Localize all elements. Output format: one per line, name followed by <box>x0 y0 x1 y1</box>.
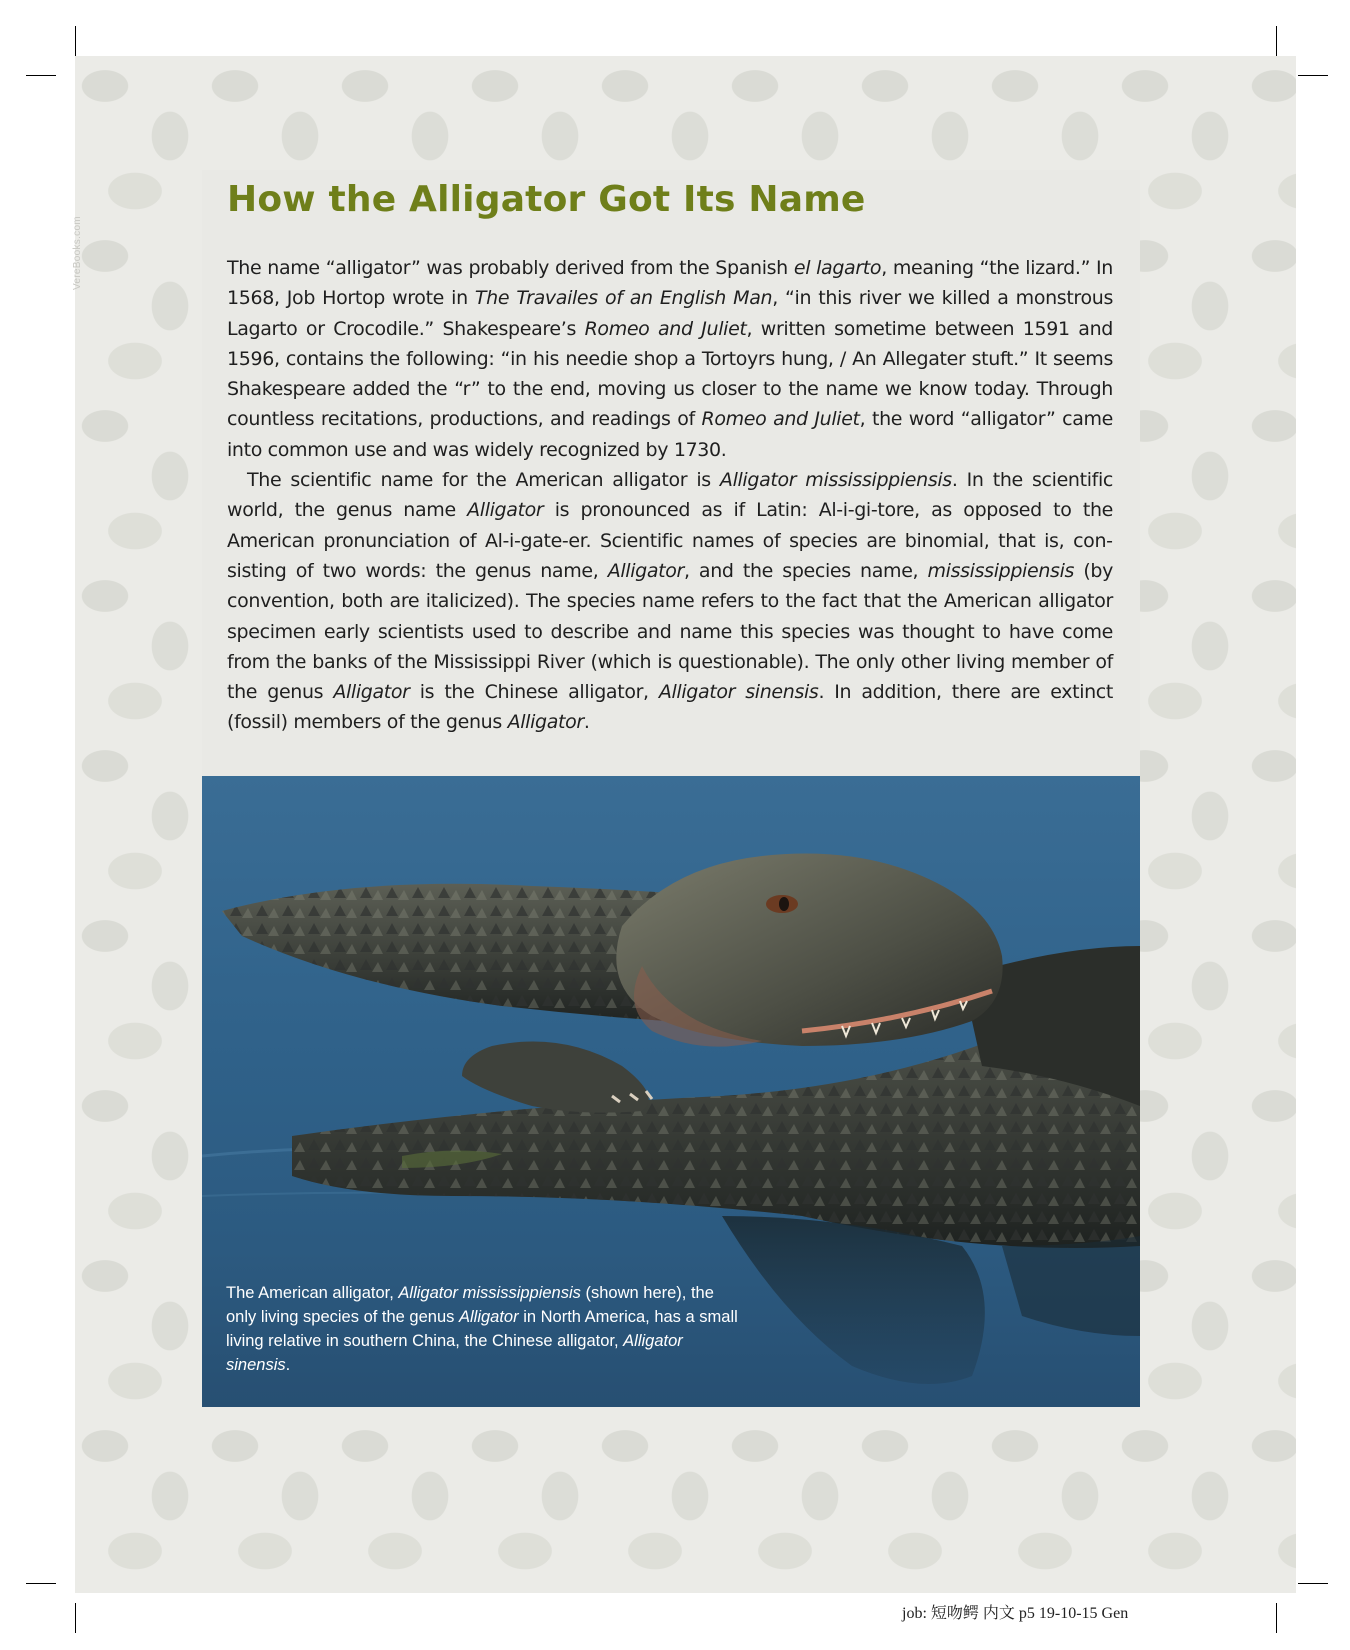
italic-term: Alligator sinensis <box>658 681 819 704</box>
crop-mark <box>1276 1603 1277 1633</box>
article-body <box>227 253 1113 738</box>
italic-term: Alligator sinensis <box>226 1332 683 1374</box>
watermark: VereBooks.com <box>72 216 83 290</box>
italic-term: Alligator <box>458 1308 519 1326</box>
paragraph-etymology: The name “alligator” was probably derived from the Spanish el lagarto, meaning “the lizard.” In 1568, Job Hortop wrote in The Travailes of an English Man, “in this river we killed a monstrous Lagarto or Crocodile.” Shakespeare’s Romeo and Juliet, written sometime between 1591 and 1596, contains the following: “in his needie shop a Tortoyrs hung, / An Allegater stuft.” It seems Shakespeare added the “r” to the end, moving us closer to the name we know today. Through countless recitations, productions, and readings of Romeo and Juliet, the word “alligator” came into common use and was widely recognized by 1730. <box>227 257 1114 461</box>
italic-term: mississippiensis <box>927 559 1075 582</box>
italic-term: Alligator <box>607 559 684 582</box>
italic-term: Alligator mississippiensis <box>719 469 952 492</box>
italic-term: The Travailes of an English Man <box>474 287 773 310</box>
italic-term: Alligator <box>333 681 410 704</box>
crop-mark <box>26 75 56 76</box>
photo-caption: The American alligator, Alligator mississippiensis (shown here), the only living species of the genus Alligator in North America, has a small living relative in southern China, the Chinese alligator, Alligator sinensis. <box>226 1284 738 1374</box>
crop-mark <box>75 26 76 56</box>
italic-term: Romeo and Juliet <box>584 317 747 340</box>
crop-mark <box>75 1603 76 1633</box>
print-job-line: job: 短吻鳄 内文 p5 19-10-15 Gen <box>902 1605 1129 1622</box>
crop-mark <box>1276 26 1277 56</box>
paragraph-scientific-name: The scientific name for the American alligator is Alligator mississippiensis. In the scientific world, the genus name Alligator is pronounced as if Latin: Al-i-gi-tore, as opposed to the American pronunciation of Al-i-gate-er. Scientific names of species are binomial, that is, consisting of two words: the genus name, Alligator, and the species name, mississippiensis (by convention, both are italicized). The species name refers to the fact that the American alligator specimen early scientists used to describe and name this species was thought to have come from the banks of the Mississippi River (which is questionable). The only other living member of the genus Alligator is the Chinese alligator, Alligator sinensis. In addition, there are extinct (fossil) members of the genus Alligator. <box>227 469 1114 734</box>
italic-term: Alligator <box>507 711 584 734</box>
italic-term: Alligator mississippiensis <box>398 1284 581 1302</box>
crop-mark <box>1298 75 1328 76</box>
italic-term: Alligator <box>467 499 544 522</box>
italic-term: el lagarto <box>793 257 882 279</box>
italic-term: Romeo and Juliet <box>701 408 860 431</box>
alligator-photo <box>202 776 1140 1407</box>
crop-mark <box>1298 1583 1328 1584</box>
article-title: How the Alligator Got Its Name <box>227 179 866 220</box>
crop-mark <box>26 1583 56 1584</box>
